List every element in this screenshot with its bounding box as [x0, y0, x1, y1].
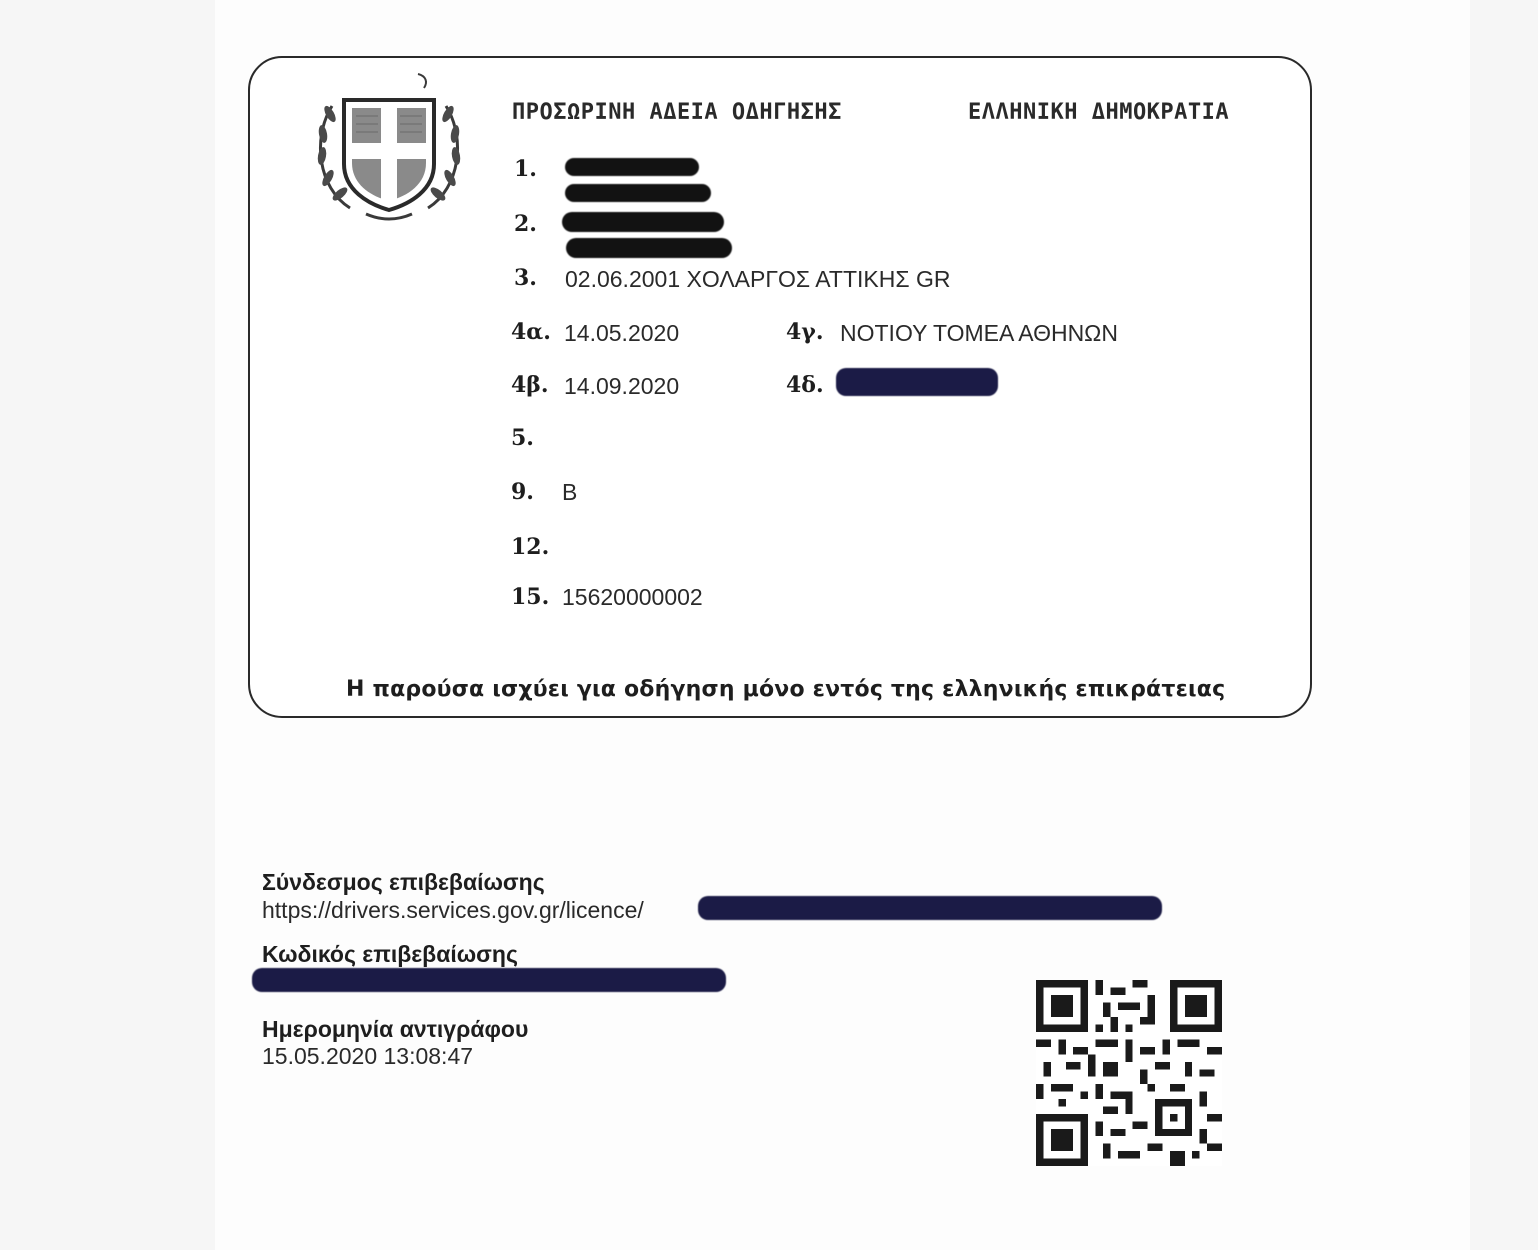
field-4a-label: 4α.: [511, 319, 551, 345]
field-4g-value: ΝΟΤΙΟΥ ΤΟΜΕΑ ΑΘΗΝΩΝ: [840, 320, 1118, 346]
field-4d-label: 4δ.: [786, 372, 824, 398]
qr-code-icon: [1034, 980, 1224, 1166]
redacted-surname-latin: [565, 184, 711, 202]
verification-link-value[interactable]: https://drivers.services.gov.gr/licence/: [262, 897, 644, 923]
redacted-4d-value: [836, 368, 998, 396]
field-4a-value: 14.05.2020: [564, 320, 680, 346]
field-1-label: 1.: [514, 156, 537, 182]
field-4b-label: 4β.: [511, 372, 549, 398]
field-2-label: 2.: [514, 211, 537, 237]
verification-link-label: Σύνδεσμος επιβεβαίωσης: [262, 869, 545, 895]
field-4g-label: 4γ.: [786, 319, 824, 345]
field-5-label: 5.: [511, 425, 534, 451]
field-15-value: 15620000002: [562, 584, 703, 610]
card-country: ΕΛΛΗΝΙΚΗ ΔΗΜΟΚΡΑΤΙΑ: [968, 100, 1230, 125]
redacted-given-name-latin: [566, 238, 732, 258]
field-4b-value: 14.09.2020: [564, 373, 680, 399]
field-15-label: 15.: [511, 584, 550, 610]
field-9-label: 9.: [511, 479, 534, 505]
redacted-verification-code: [252, 968, 726, 992]
redacted-link-suffix: [698, 896, 1162, 920]
card-title: ΠΡΟΣΩΡΙΝΗ ΑΔΕΙΑ ΟΔΗΓΗΣΗΣ: [512, 100, 842, 125]
copy-date-label: Ημερομηνία αντιγράφου: [262, 1016, 529, 1042]
field-3-label: 3.: [514, 265, 537, 291]
field-12-label: 12.: [511, 534, 550, 560]
validity-note: Η παρούσα ισχύει για οδήγηση μόνο εντός της ελληνικής επικράτειας: [346, 677, 1226, 702]
field-3-value: 02.06.2001 ΧΟΛΑΡΓΟΣ ΑΤΤΙΚΗΣ GR: [565, 266, 951, 292]
field-9-value: B: [562, 479, 578, 505]
copy-date-value: 15.05.2020 13:08:47: [262, 1043, 474, 1069]
greek-coat-of-arms-icon: [310, 68, 468, 226]
verification-code-label: Κωδικός επιβεβαίωσης: [262, 941, 518, 967]
redacted-surname: [565, 158, 699, 176]
redacted-given-name: [562, 212, 724, 232]
